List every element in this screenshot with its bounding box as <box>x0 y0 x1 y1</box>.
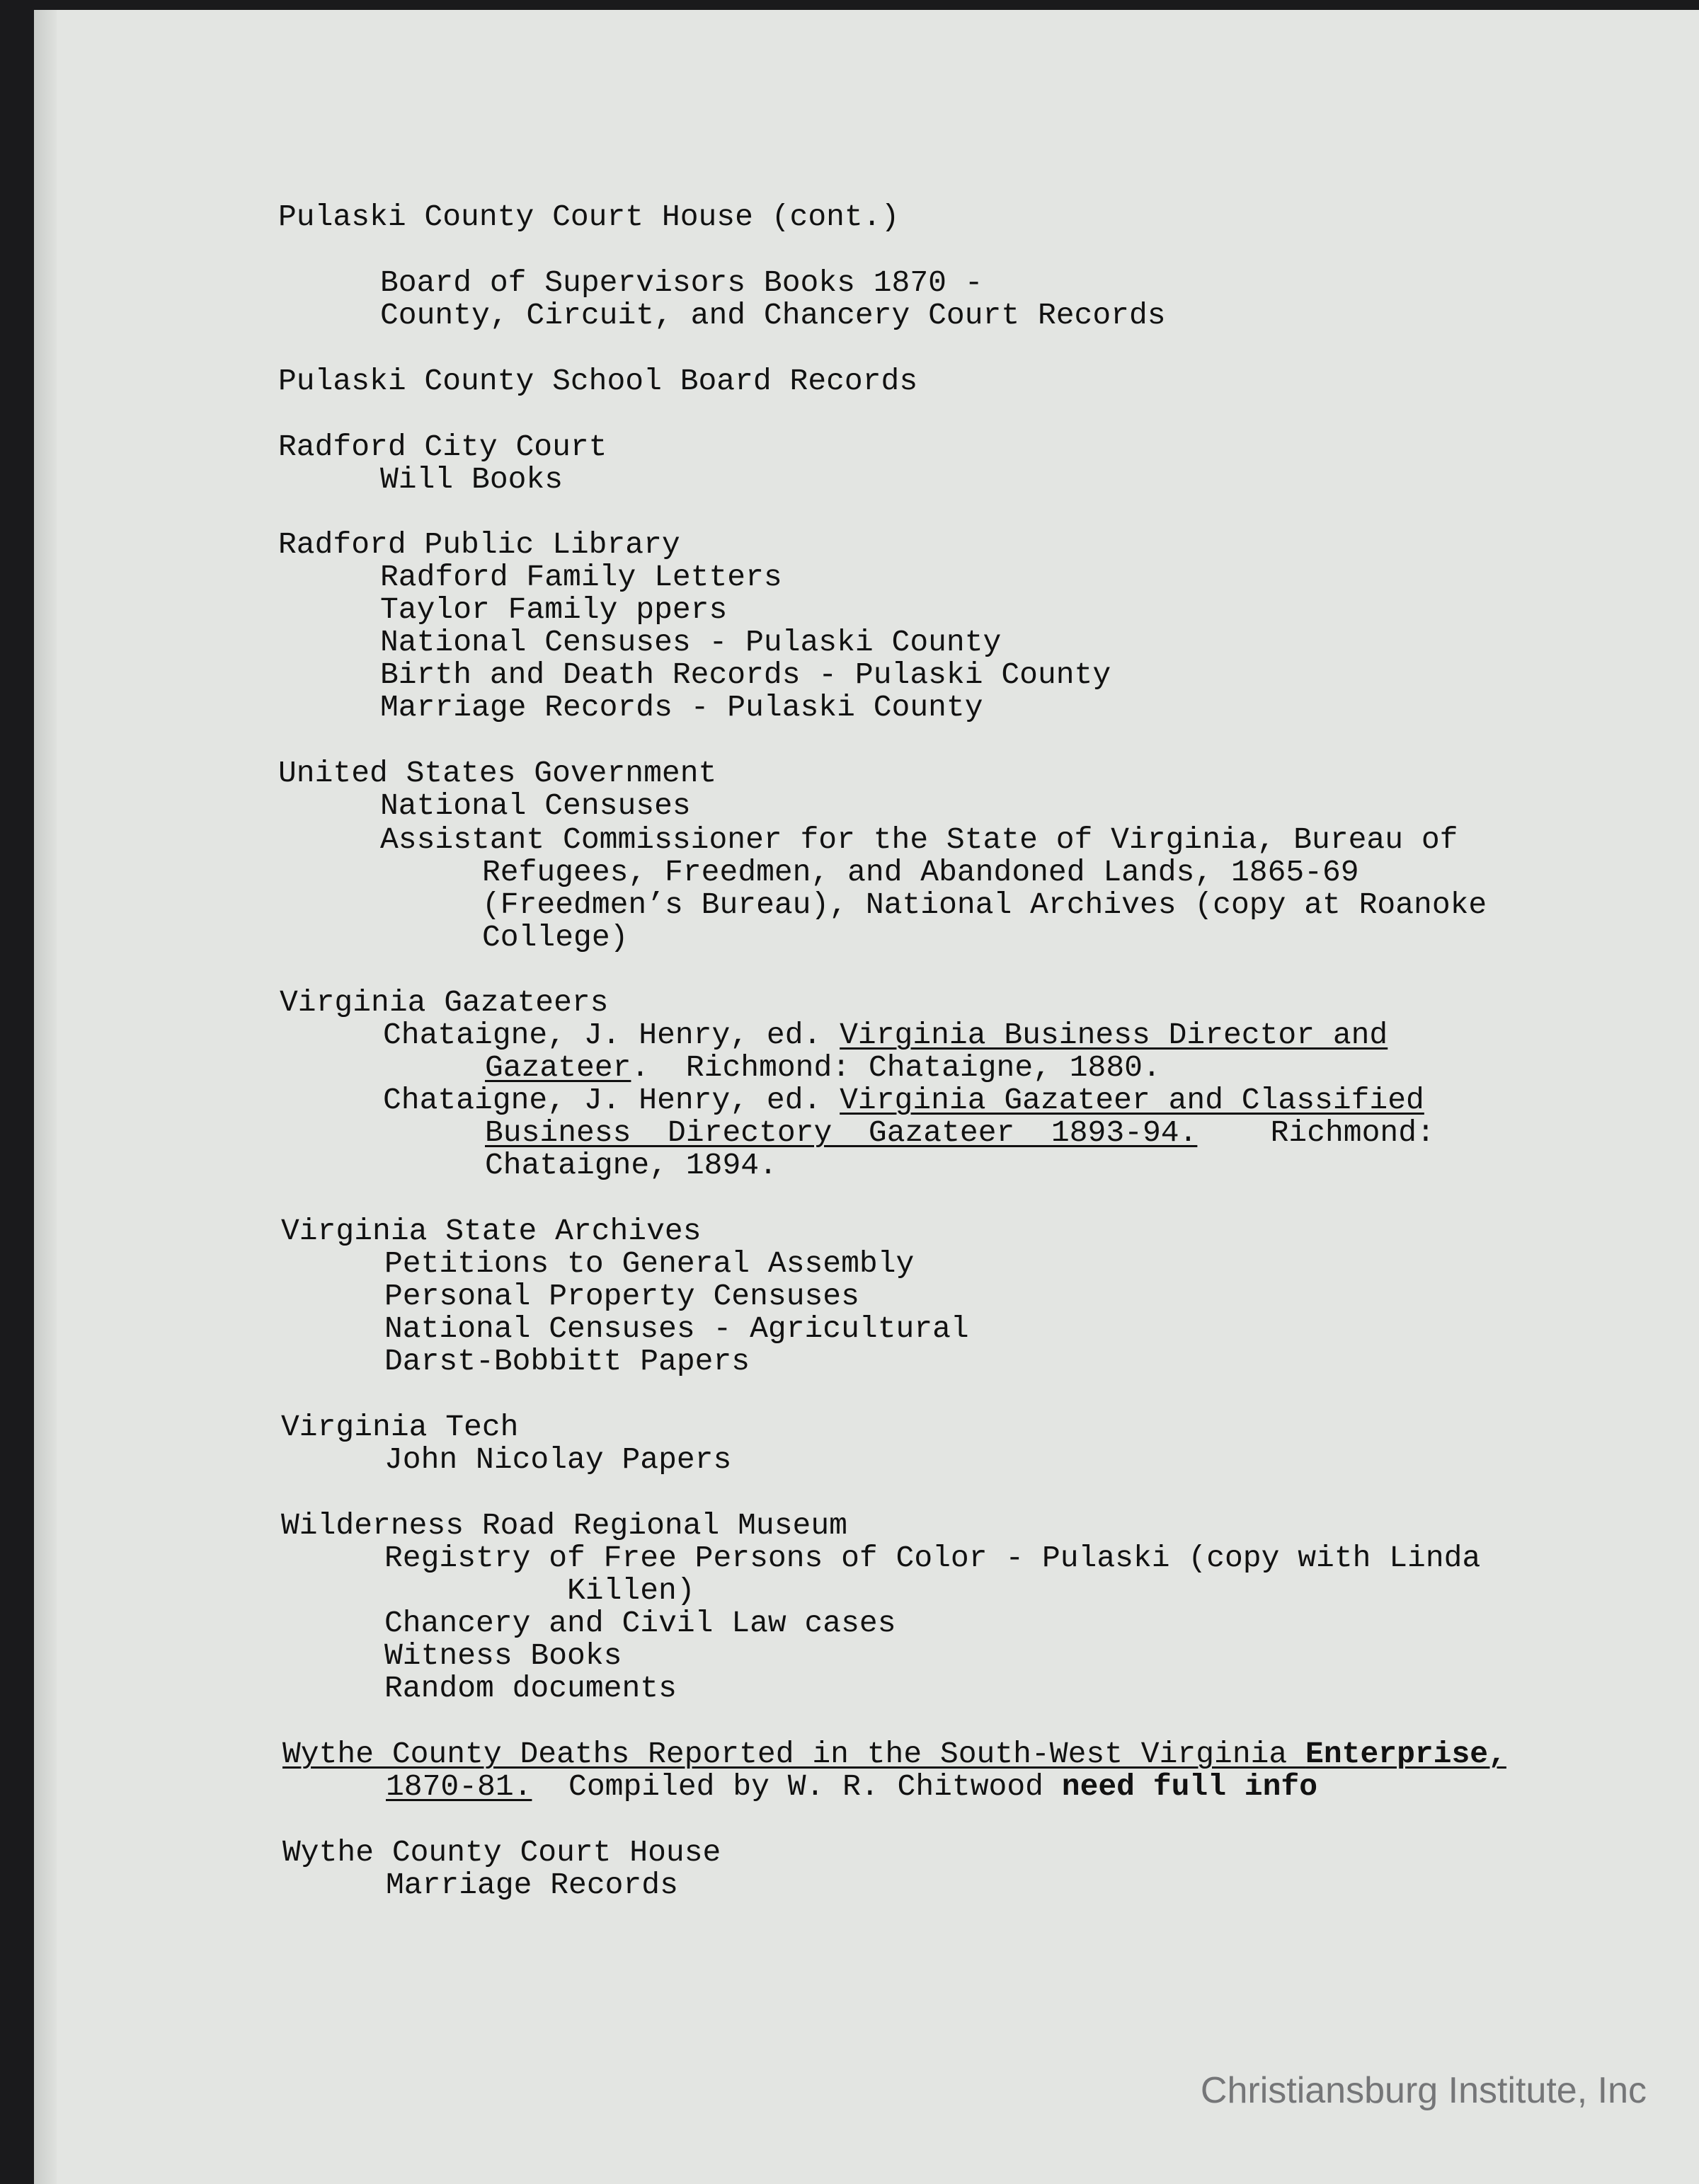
heading-us-government: United States Government <box>278 756 717 791</box>
list-item-continuation: Refugees, Freedmen, and Abandoned Lands, 1865-69 <box>482 855 1359 890</box>
heading-wilderness-road-museum: Wilderness Road Regional Museum <box>281 1508 847 1543</box>
citation-title: Wythe County Deaths Reported in the South-West Virginia <box>282 1737 1306 1771</box>
list-item-continuation <box>386 1771 1317 1803</box>
list-item: Chancery and Civil Law cases <box>384 1606 896 1640</box>
list-item: Marriage Records - Pulaski County <box>380 690 983 725</box>
list-item: Personal Property Censuses <box>384 1279 859 1314</box>
list-item: National Censuses - Agricultural <box>384 1311 969 1346</box>
list-item: National Censuses <box>380 788 691 823</box>
heading-wythe-county-deaths <box>282 1738 1506 1771</box>
list-item: Witness Books <box>384 1638 622 1673</box>
bibliography-text <box>34 10 1699 2184</box>
list-item: Random documents <box>384 1671 677 1706</box>
list-item: Will Books <box>380 462 564 497</box>
citation-title-bold: Enterprise, <box>1305 1737 1506 1771</box>
list-item: National Censuses - Pulaski County <box>380 625 1002 660</box>
citation-title: Virginia Business Director and <box>840 1018 1388 1052</box>
list-item: Marriage Records <box>386 1868 678 1902</box>
document-page <box>34 10 1699 2184</box>
citation-publisher: . Richmond: Chataigne, 1880. <box>631 1050 1161 1085</box>
citation-title: Virginia Gazateer and Classified <box>840 1083 1424 1117</box>
heading-wythe-court-house: Wythe County Court House <box>282 1835 721 1870</box>
list-item <box>383 1019 1388 1052</box>
citation-compiler: Compiled by W. R. Chitwood <box>532 1769 1062 1804</box>
citation-author: Chataigne, J. Henry, ed. <box>383 1083 840 1117</box>
list-item: Assistant Commissioner for the State of Virginia, Bureau of <box>380 822 1458 857</box>
citation-title: 1870-81. <box>386 1769 532 1804</box>
list-item: Board of Supervisors Books 1870 - <box>380 265 983 300</box>
citation-title: Gazateer <box>485 1050 631 1085</box>
heading-virginia-tech: Virginia Tech <box>281 1410 519 1444</box>
list-item-continuation: Killen) <box>567 1573 695 1608</box>
editor-note: need full info <box>1061 1769 1318 1804</box>
list-item-continuation <box>485 1117 1435 1149</box>
list-item-continuation <box>485 1052 1161 1084</box>
citation-publisher: Richmond: <box>1197 1115 1435 1150</box>
heading-pulaski-school-board: Pulaski County School Board Records <box>278 364 918 398</box>
list-item: Birth and Death Records - Pulaski County <box>380 657 1111 692</box>
heading-virginia-gazateers: Virginia Gazateers <box>280 985 609 1020</box>
heading-pulaski-court-house: Pulaski County Court House (cont.) <box>278 200 900 234</box>
citation-author: Chataigne, J. Henry, ed. <box>383 1018 840 1052</box>
list-item: Taylor Family ppers <box>380 592 728 627</box>
list-item-continuation: Chataigne, 1894. <box>485 1148 777 1183</box>
list-item: Darst-Bobbitt Papers <box>384 1344 750 1379</box>
watermark: Christiansburg Institute, Inc <box>1200 2070 1647 2111</box>
list-item: Petitions to General Assembly <box>384 1246 915 1281</box>
heading-radford-city-court: Radford City Court <box>278 430 607 464</box>
citation-title: Business Directory Gazateer 1893-94. <box>485 1115 1198 1150</box>
list-item: Registry of Free Persons of Color - Pulaski (copy with Linda <box>384 1541 1481 1575</box>
list-item: John Nicolay Papers <box>384 1442 732 1477</box>
list-item: County, Circuit, and Chancery Court Records <box>380 298 1166 333</box>
heading-virginia-state-archives: Virginia State Archives <box>281 1214 702 1248</box>
heading-radford-public-library: Radford Public Library <box>278 527 680 562</box>
list-item <box>383 1084 1424 1117</box>
list-item-continuation: College) <box>482 920 629 955</box>
list-item-continuation: (Freedmen’s Bureau), National Archives (copy at Roanoke <box>482 887 1487 922</box>
list-item: Radford Family Letters <box>380 560 782 594</box>
